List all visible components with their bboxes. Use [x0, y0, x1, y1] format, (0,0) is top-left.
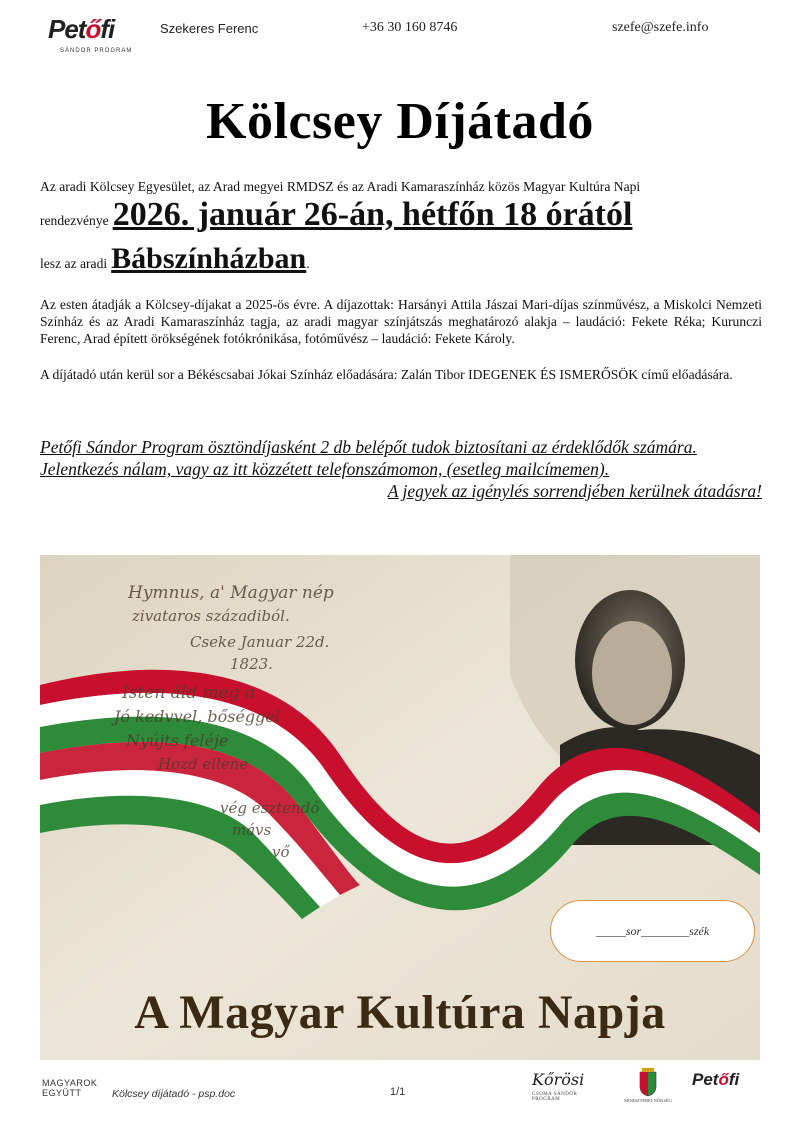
event-place: Bábszínházban: [111, 242, 307, 275]
petofi-footer-logo: [692, 1070, 762, 1106]
place-prefix: lesz az aradi: [40, 256, 108, 271]
notice-line-1: Petőfi Sándor Program ösztöndíjasként 2 db belépőt tudok biztosítani az érdeklődők számára.: [40, 437, 697, 457]
event-place-line: [40, 242, 762, 276]
place-suffix: .: [306, 256, 310, 271]
page-footer: [0, 1068, 800, 1132]
email-address[interactable]: szefe@szefe.info: [612, 20, 709, 35]
handwriting-line: vég esztendő: [220, 799, 320, 817]
awards-paragraph: Az esten átadják a Kölcsey-díjakat a 2025-ös évre. A díjazottak: Harsányi Attila Jászai Mari-díjas színművész, a Miskolci Nemzeti Színház és az Aradi Kamaraszínház tagja, az aradi magyar színjátszás meghatározó alakja – laudáció: Fekete Réka; Kurunczi Ferenc, Arad épített örökségének fotókrónikása, fotóművész – laudáció: Fekete Károly.: [40, 297, 762, 346]
handwriting-line: Isten áld meg a: [122, 683, 256, 703]
ministry-crest: [608, 1068, 688, 1108]
handwriting-line: zivataros századiból.: [132, 607, 290, 625]
korosi-word: Kőrösi: [532, 1070, 585, 1089]
korosi-logo: [532, 1070, 602, 1106]
notice-line-2: Jelentkezés nálam, vagy az itt közzétett telefonszámomon, (esetleg mailcímemen).: [40, 459, 610, 479]
ticket-notice: [40, 436, 762, 502]
logo-word: Petőfi: [48, 14, 115, 44]
page-number: 1/1: [390, 1086, 406, 1098]
phone-number[interactable]: +36 30 160 8746: [362, 20, 458, 35]
handwriting-line: 1823.: [230, 655, 273, 673]
page-header: [0, 0, 800, 70]
magyarok-egyutt-logo: MAGYAROK EGYÜTT: [42, 1078, 98, 1098]
event-date: 2026. január 26-án, hétfőn 18 órától: [112, 196, 633, 233]
crest-subtitle: MINISZTERELNÖKSÉG: [624, 1098, 672, 1103]
author-name: Szekeres Ferenc: [160, 21, 259, 36]
show-paragraph: A díjátadó után kerül sor a Békéscsabai Jókai Színház előadására: Zalán Tibor IDEGENEK ÉS ISMERŐSÖK című előadására.: [40, 367, 733, 382]
poster-title: A Magyar Kultúra Napja: [134, 986, 666, 1039]
document-filename: Kölcsey díjátadó - psp.doc: [112, 1088, 236, 1100]
seat-ticket-field[interactable]: _____sor________szék: [550, 900, 755, 962]
handwriting-line: Hymnus, a' Magyar nép: [128, 583, 334, 603]
logo-subtitle: SÁNDOR PROGRAM: [60, 48, 133, 54]
crest-icon: [608, 1068, 688, 1098]
korosi-subtitle: CSOMA SÁNDOR PROGRAM: [532, 1092, 578, 1102]
handwriting-line: Cseke Januar 22d.: [190, 633, 330, 651]
petofi-logo: [48, 12, 158, 60]
handwriting-line: Nyújts feléje: [126, 731, 229, 750]
date-prefix: rendezvénye: [40, 213, 109, 228]
handwriting-line: Hozd ellene: [158, 755, 249, 773]
event-date-line: [40, 196, 762, 234]
intro-paragraph: Az aradi Kölcsey Egyesület, az Arad megyei RMDSZ és az Aradi Kamaraszínház közös Magyar Kultúra Napi: [40, 179, 641, 194]
handwriting-line: Jó kedvvel, bőséggel: [114, 707, 280, 726]
petofi-footer-word: Petőfi: [692, 1070, 740, 1089]
notice-line-3: A jegyek az igénylés sorrendjében kerülnek átadásra!: [387, 481, 762, 501]
event-poster: [40, 555, 760, 1060]
handwriting-line: vő: [272, 843, 290, 861]
handwriting-line: mávs: [232, 821, 272, 839]
portrait-face: [592, 621, 672, 725]
page-title: Kölcsey Díjátadó: [206, 93, 594, 150]
